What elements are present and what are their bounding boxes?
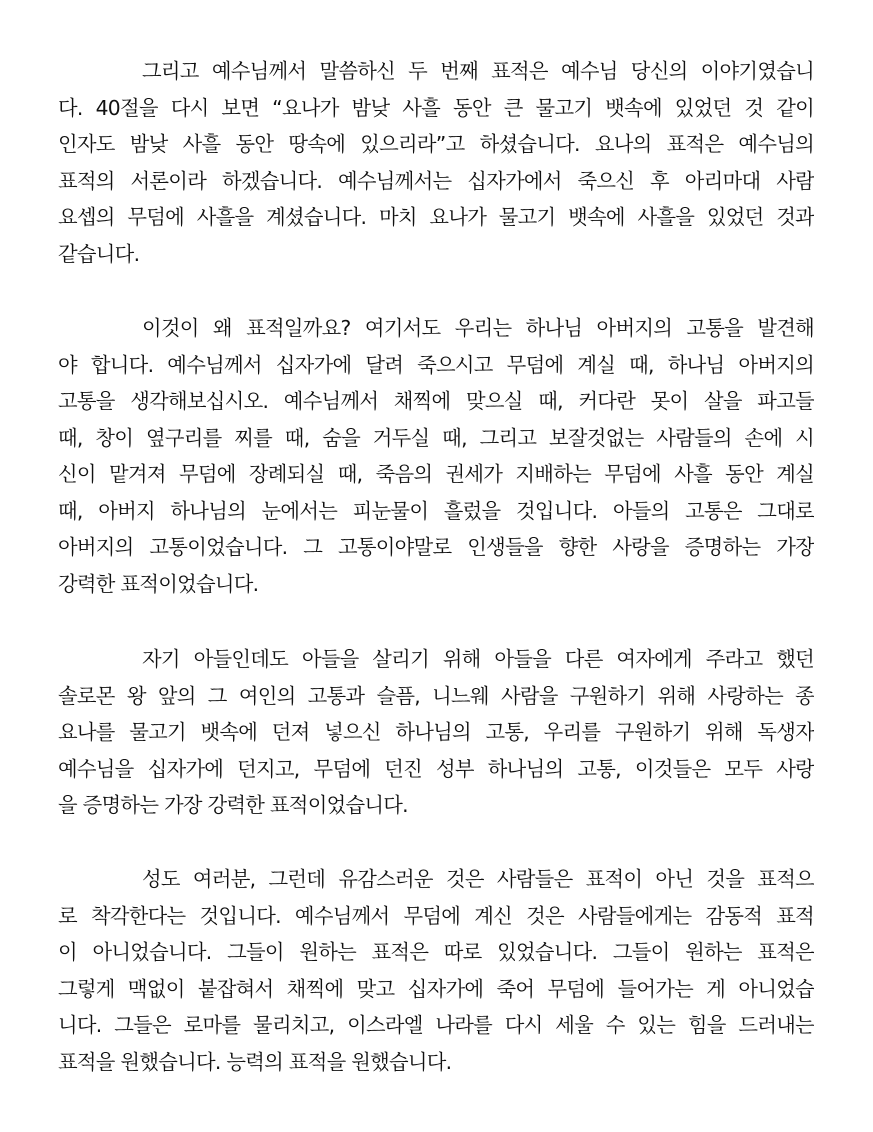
text-line: 니다. 그들은 로마를 물리치고, 이스라엘 나라를 다시 세울 수 있는 힘을 드러내는 bbox=[58, 1013, 814, 1037]
text-line: 같습니다. bbox=[58, 241, 140, 266]
text-line: 요나를 물고기 뱃속에 던져 넣으신 하나님의 고통, 우리를 구원하기 위해 독생자 bbox=[58, 720, 814, 744]
paragraph-2 bbox=[58, 310, 814, 602]
text-line: 이것이 왜 표적일까요? 여기서도 우리는 하나님 아버지의 고통을 발견해 bbox=[142, 316, 814, 340]
text-line: 그리고 예수님께서 말씀하신 두 번째 표적은 예수님 당신의 이야기였습니 bbox=[142, 59, 814, 83]
text-line: 로 착각한다는 것입니다. 예수님께서 무덤에 계신 것은 사람들에게는 감동적 표적 bbox=[58, 903, 814, 928]
text-line: 강력한 표적이었습니다. bbox=[58, 571, 259, 596]
text-line: 야 합니다. 예수님께서 십자가에 달려 죽으시고 무덤에 계실 때, 하나님 아버지의 bbox=[58, 352, 814, 377]
text-line: 이 아니었습니다. 그들이 원하는 표적은 따로 있었습니다. 그들이 원하는 표적은 bbox=[58, 940, 814, 964]
text-line: 인자도 밤낮 사흘 동안 땅속에 있으리라”고 하셨습니다. 요나의 표적은 예수님의 bbox=[58, 132, 814, 156]
text-line: 신이 맡겨져 무덤에 장례되실 때, 죽음의 권세가 지배하는 무덤에 사흘 동안 계실 bbox=[58, 462, 814, 486]
paragraph-3 bbox=[58, 641, 814, 824]
text-line: 그렇게 맥없이 붙잡혀서 채찍에 맞고 십자가에 죽어 무덤에 들어가는 게 아니었습 bbox=[58, 976, 814, 1001]
text-line: 때, 아버지 하나님의 눈에서는 피눈물이 흘렀을 것입니다. 아들의 고통은 그대로 bbox=[58, 498, 814, 523]
text-line: 표적의 서론이라 하겠습니다. 예수님께서는 십자가에서 죽으신 후 아리마대 사람 bbox=[58, 168, 814, 193]
text-line: 다. 40절을 다시 보면 “요나가 밤낮 사흘 동안 큰 물고기 뱃속에 있었던 것 같이 bbox=[58, 95, 814, 120]
paragraph-4 bbox=[58, 861, 814, 1080]
text-line: 요셉의 무덤에 사흘을 계셨습니다. 마치 요나가 물고기 뱃속에 사흘을 있었던 것과 bbox=[58, 205, 814, 229]
text-line: 표적을 원했습니다. 능력의 표적을 원했습니다. bbox=[58, 1049, 452, 1074]
text-line: 자기 아들인데도 아들을 살리기 위해 아들을 다른 여자에게 주라고 했던 bbox=[142, 647, 814, 671]
text-line: 을 증명하는 가장 강력한 표적이었습니다. bbox=[58, 793, 408, 817]
text-line: 성도 여러분, 그런데 유감스러운 것은 사람들은 표적이 아닌 것을 표적으 bbox=[142, 867, 814, 891]
text-line: 고통을 생각해보십시오. 예수님께서 채찍에 맞으실 때, 커다란 못이 살을 파고들 bbox=[58, 389, 814, 413]
text-line: 솔로몬 왕 앞의 그 여인의 고통과 슬픔, 니느웨 사람을 구원하기 위해 사랑하는 종 bbox=[58, 683, 814, 708]
text-line: 예수님을 십자가에 던지고, 무덤에 던진 성부 하나님의 고통, 이것들은 모두 사랑 bbox=[58, 756, 814, 781]
text-line: 아버지의 고통이었습니다. 그 고통이야말로 인생들을 향한 사랑을 증명하는 가장 bbox=[58, 535, 814, 559]
text-line: 때, 창이 옆구리를 찌를 때, 숨을 거두실 때, 그리고 보잘것없는 사람들의 손에 시 bbox=[58, 425, 814, 450]
paragraph-1 bbox=[58, 53, 814, 272]
